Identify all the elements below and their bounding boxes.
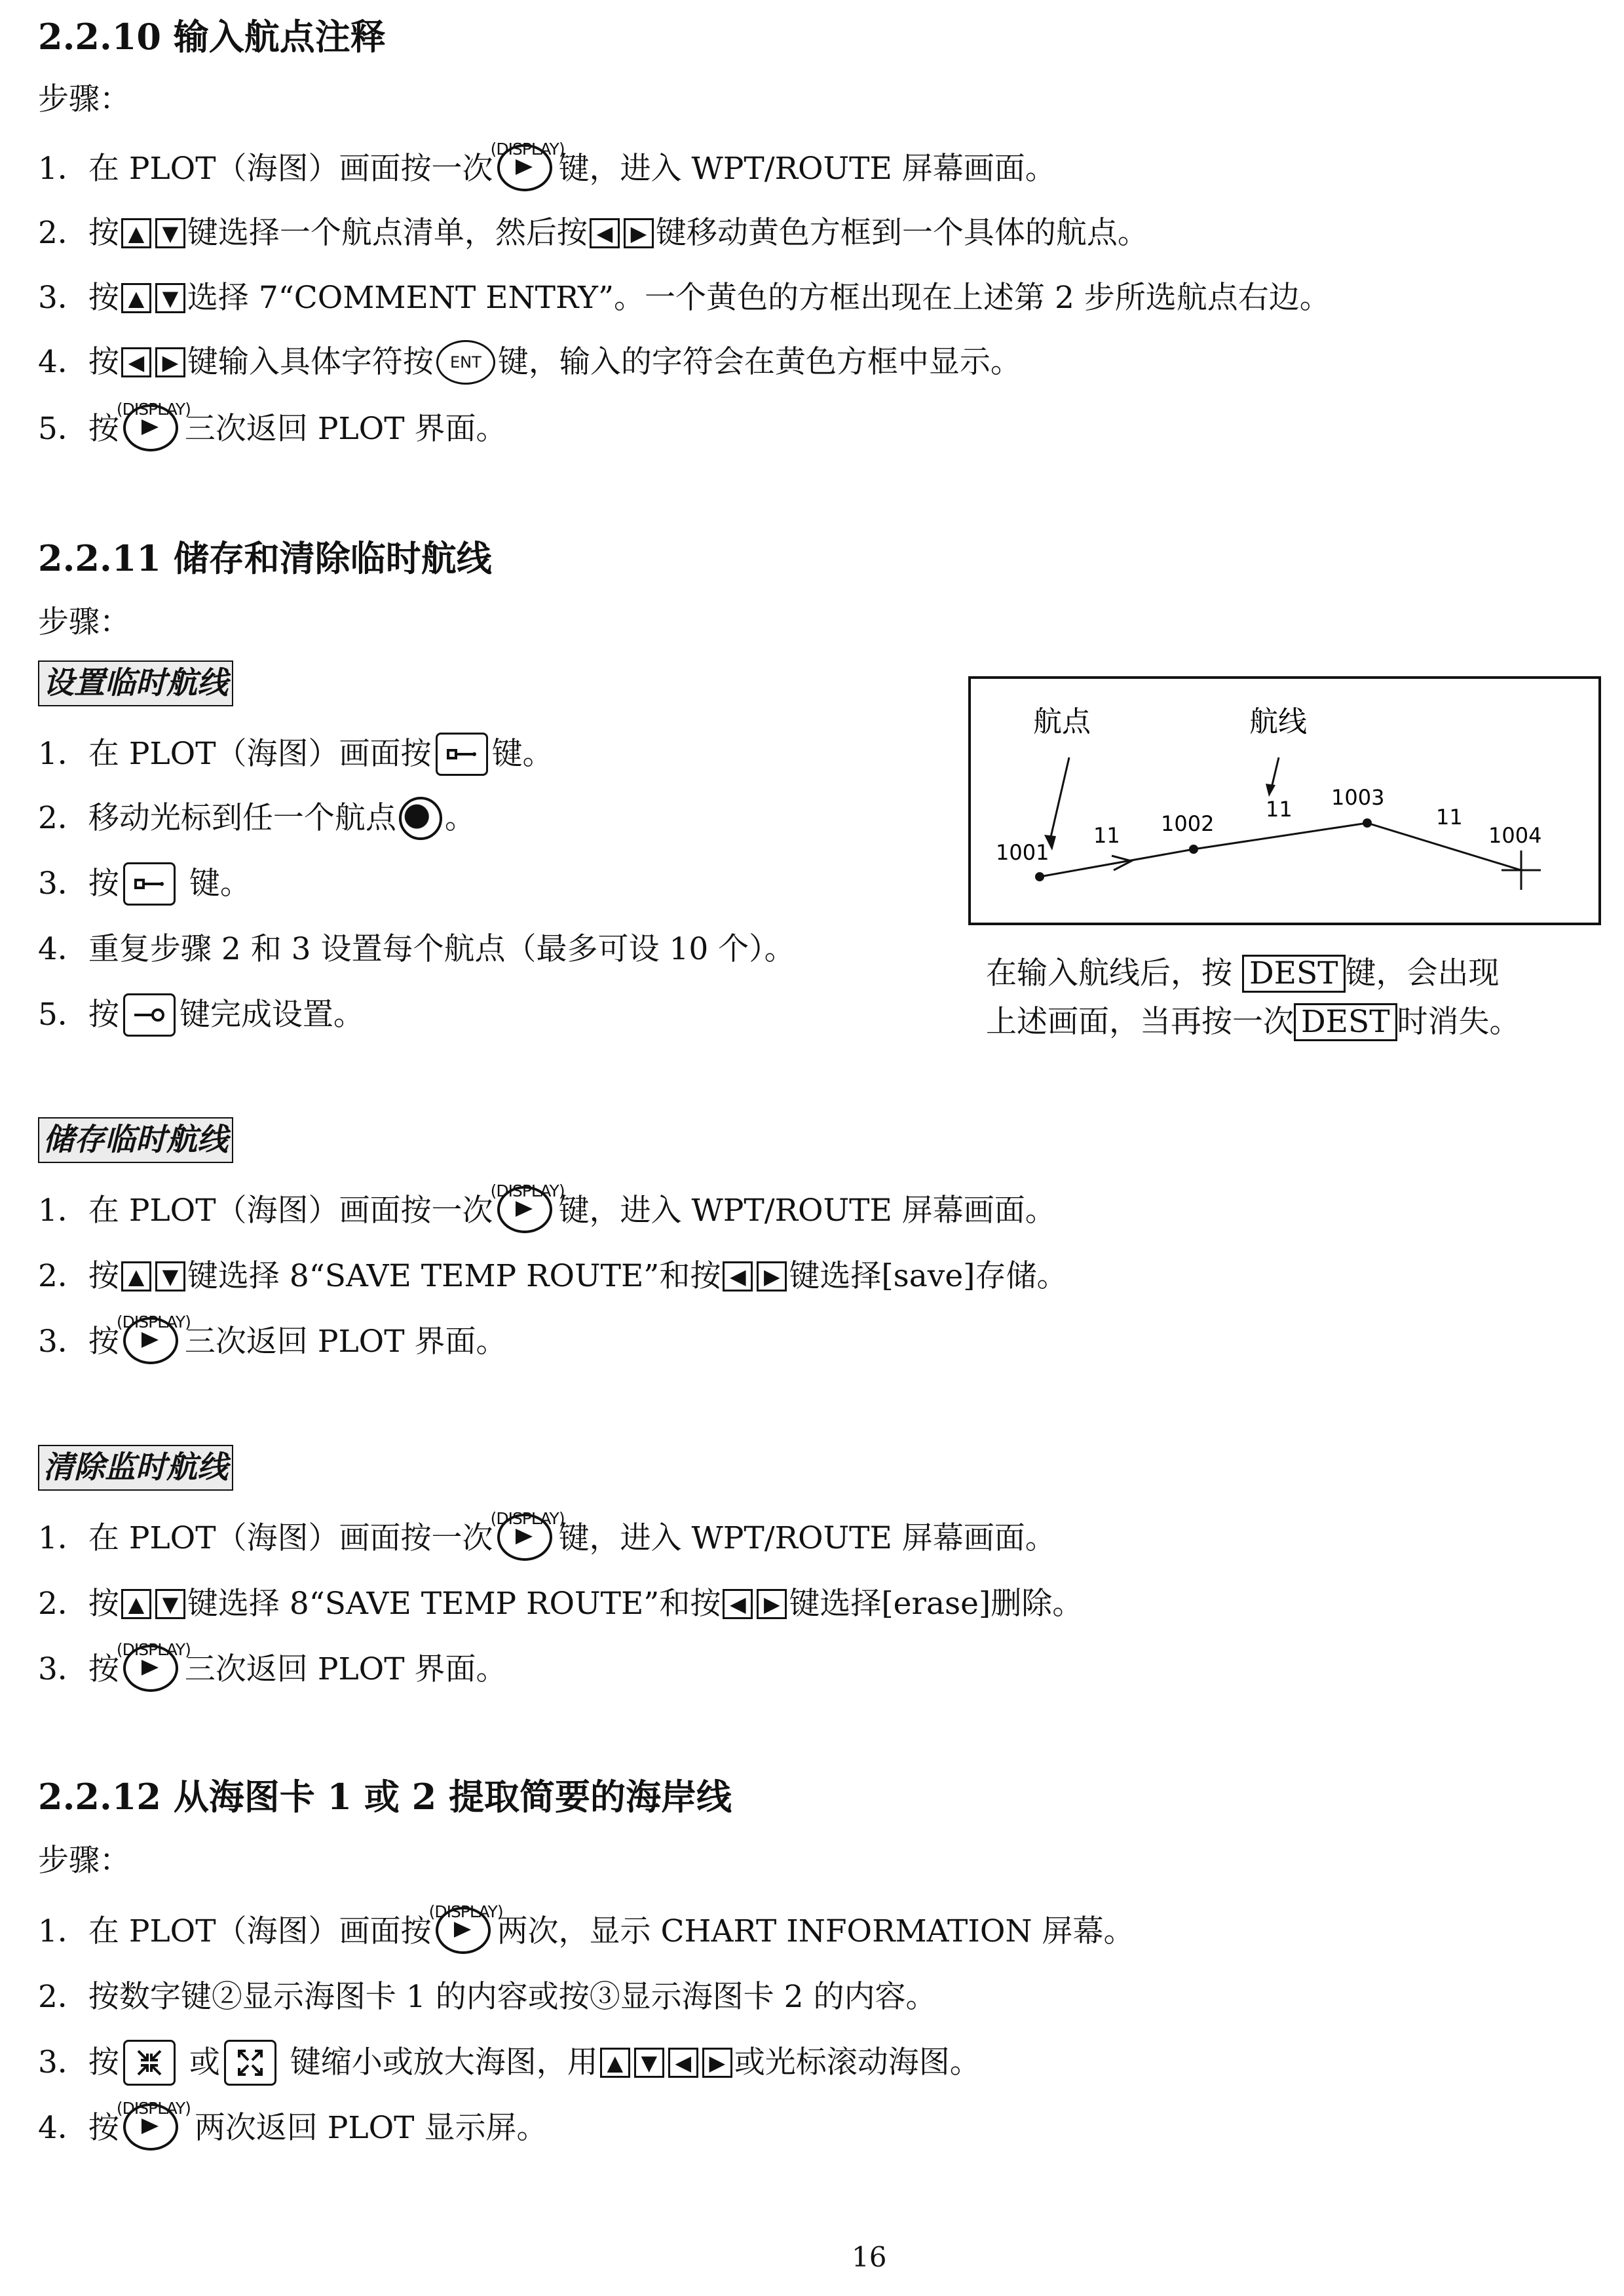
waypoint-label: 航点 bbox=[1033, 705, 1091, 738]
right-arrow-key-icon: ▶ bbox=[624, 218, 654, 248]
step-text: 键。 bbox=[491, 736, 554, 772]
section-title-2-2-12: 2.2.12 从海图卡 1 或 2 提取简要的海岸线 bbox=[38, 1776, 732, 1818]
left-arrow-key-icon: ◀ bbox=[590, 218, 620, 248]
step-line bbox=[38, 726, 554, 778]
dest-key: DEST bbox=[1242, 955, 1346, 993]
step-number: 3． bbox=[38, 1651, 88, 1687]
down-arrow-key-icon: ▼ bbox=[155, 1261, 185, 1292]
waypoint-marker bbox=[1363, 818, 1372, 828]
cursor-pad-icon bbox=[399, 797, 442, 840]
step-text: 重复步骤 2 和 3 设置每个航点（最多可设 10 个）。 bbox=[88, 931, 795, 967]
step-text: 在 PLOT（海图）画面按一次 bbox=[88, 151, 493, 187]
step-text: 三次返回 PLOT 界面。 bbox=[184, 1324, 507, 1360]
down-arrow-key-icon: ▼ bbox=[634, 2048, 664, 2078]
step-line bbox=[38, 1248, 1068, 1301]
steps-label: 步骤： bbox=[38, 1843, 130, 1879]
display-key-label: (DISPLAY) bbox=[116, 1640, 191, 1659]
step-line bbox=[38, 205, 1148, 258]
display-key-icon bbox=[116, 1640, 191, 1696]
step-text: 三次返回 PLOT 界面。 bbox=[184, 1651, 507, 1687]
step-line bbox=[38, 2100, 547, 2152]
step-text: 按 bbox=[88, 411, 119, 447]
zoom-out-key-icon bbox=[123, 2040, 176, 2086]
display-key-icon bbox=[490, 1509, 565, 1565]
step-text: 按 bbox=[88, 1651, 119, 1687]
subheading-save-temp-route: 储存临时航线 bbox=[38, 1117, 233, 1163]
step-text: 键。 bbox=[179, 866, 251, 902]
step-text: 按 bbox=[88, 344, 119, 380]
leg-number: 11 bbox=[1093, 823, 1120, 848]
temp-route-diagram bbox=[968, 676, 1601, 925]
step-line bbox=[38, 334, 1021, 387]
step-number: 1． bbox=[38, 151, 88, 187]
note-text: 时消失。 bbox=[1397, 1004, 1520, 1040]
right-arrow-key-icon: ▶ bbox=[757, 1261, 787, 1292]
step-number: 2． bbox=[38, 215, 88, 251]
right-arrow-key-icon: ▶ bbox=[757, 1589, 787, 1619]
display-key-label: (DISPLAY) bbox=[428, 1902, 503, 1921]
up-arrow-key-icon: ▲ bbox=[121, 218, 151, 248]
note-text: 键，会出现 bbox=[1345, 955, 1500, 991]
dest-key: DEST bbox=[1294, 1003, 1397, 1041]
subheading-set-temp-route: 设置临时航线 bbox=[38, 660, 233, 706]
down-arrow-key-icon: ▼ bbox=[155, 1589, 185, 1619]
display-key-icon bbox=[428, 1902, 503, 1958]
display-key-label: (DISPLAY) bbox=[490, 1181, 565, 1200]
step-line bbox=[38, 1183, 1056, 1235]
step-text: 键，输入的字符会在黄色方框中显示。 bbox=[497, 344, 1021, 380]
waypoint-marker bbox=[1189, 845, 1198, 854]
step-text: 两次返回 PLOT 显示屏。 bbox=[184, 2110, 548, 2146]
step-text: 按 bbox=[88, 1324, 119, 1360]
step-number: 5． bbox=[38, 997, 88, 1033]
step-line bbox=[38, 1904, 1134, 1956]
diagram-note-line-1 bbox=[986, 954, 1500, 993]
up-arrow-key-icon: ▲ bbox=[121, 283, 151, 313]
display-key-label: (DISPLAY) bbox=[490, 140, 565, 159]
note-text: 在输入航线后，按 bbox=[986, 955, 1242, 991]
step-number: 1． bbox=[38, 1520, 88, 1556]
step-line bbox=[38, 270, 1331, 322]
step-text: 按数字键②显示海图卡 1 的内容或按③显示海图卡 2 的内容。 bbox=[88, 1979, 937, 2015]
step-number: 4． bbox=[38, 931, 88, 967]
waypoint-number: 1001 bbox=[996, 840, 1049, 865]
left-arrow-key-icon: ◀ bbox=[668, 2048, 698, 2078]
page-number: 16 bbox=[852, 2241, 887, 2273]
section-title-2-2-10: 2.2.10 输入航点注释 bbox=[38, 16, 386, 58]
step-text: 或 bbox=[179, 2044, 220, 2080]
zoom-in-key-icon bbox=[224, 2040, 276, 2086]
down-arrow-key-icon: ▼ bbox=[155, 283, 185, 313]
step-text: 两次，显示 CHART INFORMATION 屏幕。 bbox=[497, 1913, 1135, 1949]
route-key-icon bbox=[123, 993, 176, 1037]
diagram-note-line-2 bbox=[986, 1003, 1520, 1042]
step-number: 2． bbox=[38, 1258, 88, 1294]
step-number: 4． bbox=[38, 344, 88, 380]
step-line bbox=[38, 2035, 981, 2087]
step-text: 在 PLOT（海图）画面按 bbox=[88, 1913, 432, 1949]
left-arrow-key-icon: ◀ bbox=[723, 1261, 753, 1292]
step-text: 键完成设置。 bbox=[179, 997, 364, 1033]
step-line bbox=[38, 1576, 1083, 1628]
step-text: 键选择[save]存储。 bbox=[789, 1258, 1068, 1294]
step-text: 选择 7“COMMENT ENTRY”。一个黄色的方框出现在上述第 2 步所选航点右边。 bbox=[187, 280, 1331, 316]
step-number: 1． bbox=[38, 736, 88, 772]
route-label: 航线 bbox=[1249, 705, 1307, 738]
step-number: 3． bbox=[38, 2044, 88, 2080]
step-text: 按 bbox=[88, 1258, 119, 1294]
note-text: 上述画面，当再按一次 bbox=[986, 1004, 1294, 1040]
step-text: 键，进入 WPT/ROUTE 屏幕画面。 bbox=[558, 1193, 1056, 1229]
subheading-clear-temp-route: 清除监时航线 bbox=[38, 1445, 233, 1491]
step-line bbox=[38, 790, 476, 843]
display-key-label: (DISPLAY) bbox=[490, 1509, 565, 1528]
left-arrow-key-icon: ◀ bbox=[121, 347, 151, 377]
step-line bbox=[38, 401, 507, 453]
ent-key-icon: ENT bbox=[436, 340, 495, 385]
leg-number: 11 bbox=[1266, 797, 1293, 822]
leg-number: 11 bbox=[1436, 805, 1463, 830]
display-key-icon bbox=[490, 1181, 565, 1237]
step-number: 1． bbox=[38, 1913, 88, 1949]
step-line bbox=[38, 856, 251, 908]
step-text: 或光标滚动海图。 bbox=[734, 2044, 981, 2080]
right-arrow-key-icon: ▶ bbox=[702, 2048, 732, 2078]
section-title-2-2-11: 2.2.11 储存和清除临时航线 bbox=[38, 537, 492, 579]
step-text: 按 bbox=[88, 2044, 119, 2080]
display-key-label: (DISPLAY) bbox=[116, 400, 191, 419]
step-text: 在 PLOT（海图）画面按一次 bbox=[88, 1193, 493, 1229]
step-text: 键输入具体字符按 bbox=[187, 344, 434, 380]
display-key-label: (DISPLAY) bbox=[116, 2099, 191, 2118]
step-text: 键，进入 WPT/ROUTE 屏幕画面。 bbox=[558, 151, 1056, 187]
step-text: 按 bbox=[88, 280, 119, 316]
step-text: 在 PLOT（海图）画面按一次 bbox=[88, 1520, 493, 1556]
step-text: 移动光标到任一个航点 bbox=[88, 800, 396, 836]
up-arrow-key-icon: ▲ bbox=[121, 1261, 151, 1292]
step-number: 2． bbox=[38, 1586, 88, 1622]
display-key-icon bbox=[116, 1312, 191, 1368]
step-text: 。 bbox=[444, 800, 476, 836]
step-number: 4． bbox=[38, 2110, 88, 2146]
step-text: 键选择一个航点清单，然后按 bbox=[187, 215, 588, 251]
display-key-icon bbox=[116, 400, 191, 455]
step-text: 三次返回 PLOT 界面。 bbox=[184, 411, 507, 447]
step-line bbox=[38, 921, 795, 974]
waypoint-number: 1004 bbox=[1488, 823, 1542, 848]
step-text: 按 bbox=[88, 866, 119, 902]
steps-label: 步骤： bbox=[38, 604, 130, 640]
left-arrow-key-icon: ◀ bbox=[723, 1589, 753, 1619]
step-line bbox=[38, 141, 1056, 193]
step-line bbox=[38, 1969, 936, 2021]
up-arrow-key-icon: ▲ bbox=[121, 1589, 151, 1619]
waypoint-marker bbox=[1035, 872, 1044, 881]
waypoint-key-icon bbox=[123, 862, 176, 906]
step-text: 按 bbox=[88, 2110, 119, 2146]
step-text: 键移动黄色方框到一个具体的航点。 bbox=[655, 215, 1148, 251]
down-arrow-key-icon: ▼ bbox=[155, 218, 185, 248]
waypoint-number: 1003 bbox=[1331, 785, 1385, 810]
up-arrow-key-icon: ▲ bbox=[600, 2048, 630, 2078]
step-number: 1． bbox=[38, 1193, 88, 1229]
step-text: 键选择 8“SAVE TEMP ROUTE”和按 bbox=[187, 1586, 721, 1622]
step-line bbox=[38, 1314, 507, 1366]
step-number: 3． bbox=[38, 866, 88, 902]
step-number: 5． bbox=[38, 411, 88, 447]
steps-label: 步骤： bbox=[38, 81, 130, 117]
step-line bbox=[38, 1641, 507, 1694]
step-text: 键选择[erase]删除。 bbox=[789, 1586, 1084, 1622]
step-number: 2． bbox=[38, 1979, 88, 2015]
waypoint-key-icon bbox=[436, 733, 488, 776]
step-line bbox=[38, 987, 364, 1039]
step-number: 2． bbox=[38, 800, 88, 836]
step-number: 3． bbox=[38, 1324, 88, 1360]
step-line bbox=[38, 1510, 1056, 1563]
step-number: 3． bbox=[38, 280, 88, 316]
step-text: 键，进入 WPT/ROUTE 屏幕画面。 bbox=[558, 1520, 1056, 1556]
step-text: 在 PLOT（海图）画面按 bbox=[88, 736, 432, 772]
step-text: 键缩小或放大海图，用 bbox=[280, 2044, 598, 2080]
step-text: 按 bbox=[88, 997, 119, 1033]
display-key-icon bbox=[490, 140, 565, 195]
step-text: 按 bbox=[88, 215, 119, 251]
step-text: 按 bbox=[88, 1586, 119, 1622]
display-key-icon bbox=[116, 2099, 191, 2154]
right-arrow-key-icon: ▶ bbox=[155, 347, 185, 377]
step-text: 键选择 8“SAVE TEMP ROUTE”和按 bbox=[187, 1258, 721, 1294]
waypoint-number: 1002 bbox=[1161, 811, 1215, 836]
display-key-label: (DISPLAY) bbox=[116, 1312, 191, 1331]
